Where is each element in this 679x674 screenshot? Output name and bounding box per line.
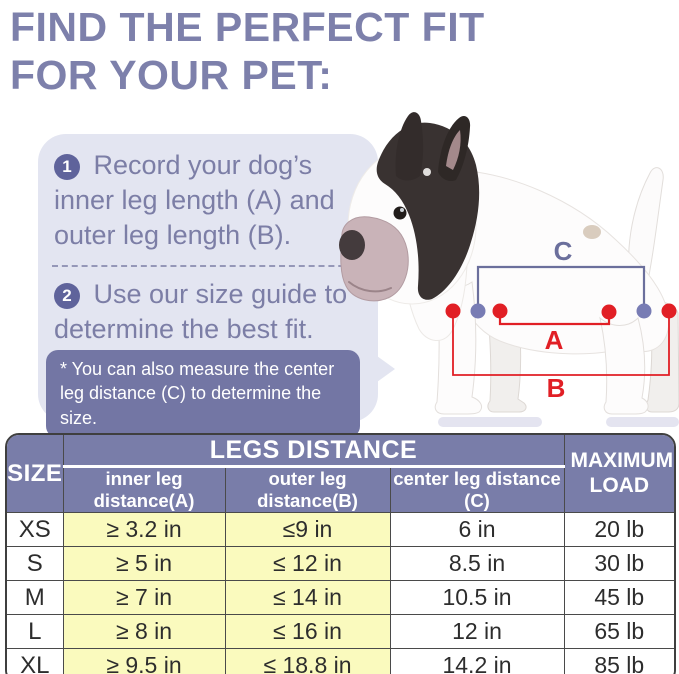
table-row-s	[7, 547, 674, 581]
outer-cell: ≤ 16 in	[225, 615, 390, 649]
instruction-card	[38, 134, 378, 428]
center-cell: 8.5 in	[390, 547, 564, 581]
step-1	[38, 134, 378, 253]
step-1-text: Record your dog’s inner leg length (A) and outer leg length (B).	[54, 150, 335, 251]
header-inner-leg: inner leg distance(A)	[63, 467, 225, 513]
step-2	[38, 267, 378, 347]
table-row-m	[7, 581, 674, 615]
outer-cell: ≤ 12 in	[225, 547, 390, 581]
outer-cell: ≤ 14 in	[225, 581, 390, 615]
page-title-line2: FOR YOUR PET:	[10, 51, 333, 98]
size-cell: S	[7, 547, 63, 581]
center-cell: 10.5 in	[390, 581, 564, 615]
size-cell: XS	[7, 513, 63, 547]
size-table	[5, 433, 676, 674]
header-legs-distance: LEGS DISTANCE	[63, 435, 564, 467]
label-c: C	[553, 236, 573, 266]
outer-cell: ≤9 in	[225, 513, 390, 547]
step-2-number-badge: 2	[54, 283, 80, 309]
header-outer-leg: outer leg distance(B)	[225, 467, 390, 513]
load-cell: 30 lb	[564, 547, 674, 581]
page-title-line1: FIND THE PERFECT FIT	[10, 4, 485, 50]
center-cell: 14.2 in	[390, 649, 564, 674]
header-center-leg: center leg distance (C)	[390, 467, 564, 513]
page-title	[10, 4, 485, 100]
inner-cell: ≥ 7 in	[63, 581, 225, 615]
outer-cell: ≤ 18.8 in	[225, 649, 390, 674]
step-2-text: Use our size guide to determine the best fit.	[54, 279, 348, 345]
size-cell: M	[7, 581, 63, 615]
size-table-grid	[7, 435, 674, 674]
paw-shadows	[438, 417, 679, 427]
inner-cell: ≥ 5 in	[63, 547, 225, 581]
center-cell: 12 in	[390, 615, 564, 649]
dog-measurement-figure	[330, 104, 679, 434]
load-cell: 20 lb	[564, 513, 674, 547]
center-cell: 6 in	[390, 513, 564, 547]
size-cell: XL	[7, 649, 63, 674]
table-row-xs	[7, 513, 674, 547]
dog-photo	[339, 112, 679, 414]
header-maximum-load: MAXIMUM LOAD	[564, 435, 674, 513]
inner-cell: ≥ 8 in	[63, 615, 225, 649]
center-leg-note: * You can also measure the center leg distance (C) to determine the size.	[46, 350, 360, 438]
load-cell: 85 lb	[564, 649, 674, 674]
inner-cell: ≥ 9.5 in	[63, 649, 225, 674]
table-row-xl	[7, 649, 674, 674]
load-cell: 65 lb	[564, 615, 674, 649]
label-b: B	[546, 373, 566, 403]
inner-cell: ≥ 3.2 in	[63, 513, 225, 547]
size-cell: L	[7, 615, 63, 649]
header-size: SIZE	[7, 435, 63, 513]
step-1-number-badge: 1	[54, 154, 80, 180]
table-row-l	[7, 615, 674, 649]
load-cell: 45 lb	[564, 581, 674, 615]
label-a: A	[544, 325, 564, 355]
